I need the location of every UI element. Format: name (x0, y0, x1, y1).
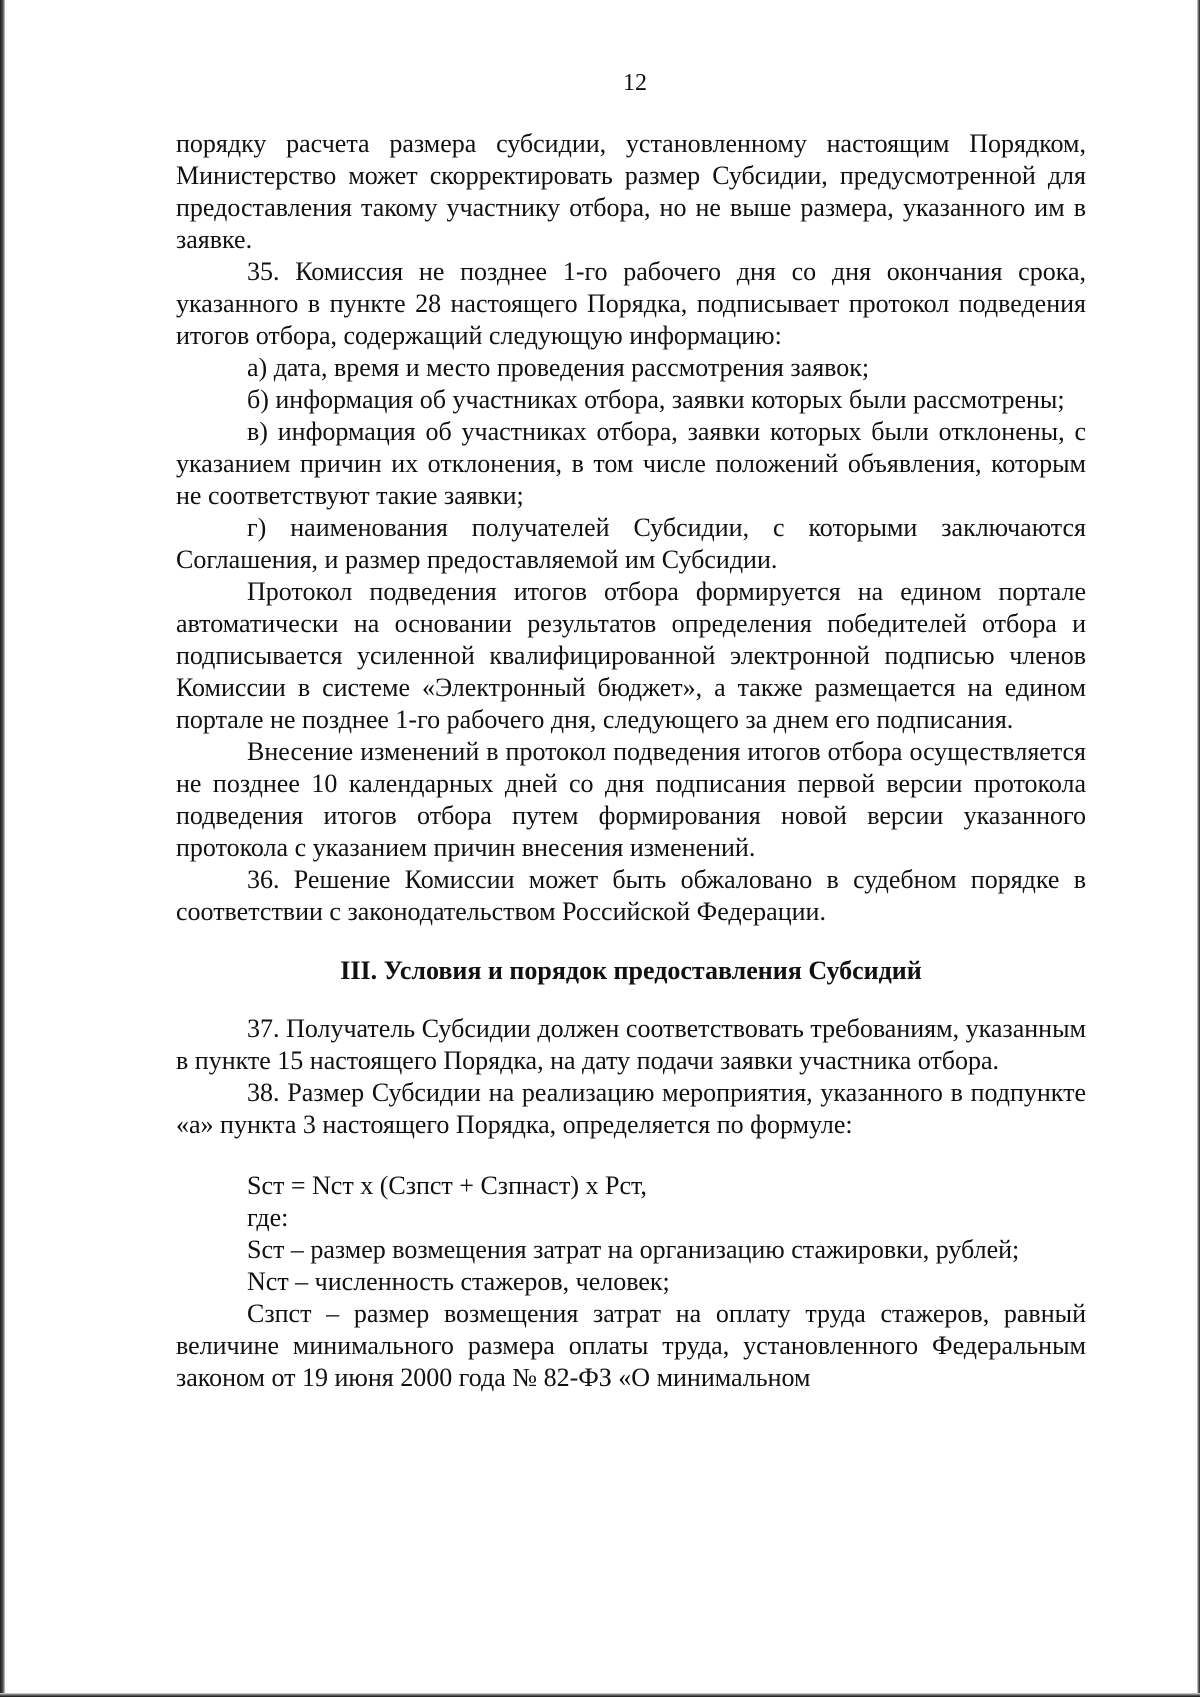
paragraph-item-35: 35. Комиссия не позднее 1-го рабочего дня со дня окончания срока, указанного в пункте 28 настоящего Порядка, подписывает протокол подведения итогов отбора, содержащий следующую информацию: (176, 257, 1086, 350)
paragraph-item-36: 36. Решение Комиссии может быть обжаловано в судебном порядке в соответствии с законодательством Российской Федерации. (176, 865, 1086, 926)
scan-edge-left (0, 0, 5, 1697)
paragraph-subitem-a: а) дата, время и место проведения рассмотрения заявок; (247, 353, 870, 382)
paragraph-item-38: 38. Размер Субсидии на реализацию мероприятия, указанного в подпункте «а» пункта 3 настоящего Порядка, определяется по формуле: (176, 1078, 1086, 1139)
formula: Sст = Nст х (Сзпст + Сзпнаст) х Рст, (247, 1171, 647, 1200)
definition-where: где: (247, 1203, 289, 1232)
paragraph-continuation: порядку расчета размера субсидии, установленному настоящим Порядком, Министерство может скорректировать размер Субсидии, предусмотренной для предоставления такому участнику отбора, но не выше размера, указанного им в заявке. (176, 129, 1086, 254)
paragraph-protocol: Протокол подведения итогов отбора формируется на едином портале автоматически на основании результатов определения победителей отбора и подписывается усиленной квалифицированной электронной подписью членов Комиссии в системе «Электронный бюджет», а также размещается на едином портале не позднее 1-го рабочего дня, следующего за днем его подписания. (176, 577, 1086, 734)
paragraph-item-37: 37. Получатель Субсидии должен соответствовать требованиям, указанным в пункте 15 настоящего Порядка, на дату подачи заявки участника отбора. (176, 1014, 1086, 1075)
paragraph-protocol-changes: Внесение изменений в протокол подведения итогов отбора осуществляется не позднее 10 календарных дней со дня подписания первой версии протокола подведения итогов отбора путем формирования новой версии указанного протокола с указанием причин внесения изменений. (176, 737, 1086, 862)
paragraph-subitem-b: б) информация об участниках отбора, заявки которых были рассмотрены; (247, 385, 1065, 414)
definition-s: Sст – размер возмещения затрат на организацию стажировки, рублей; (247, 1235, 1020, 1264)
scan-edge-bottom (0, 1693, 1200, 1697)
paragraph-subitem-v: в) информация об участниках отбора, заявки которых были отклонены, с указанием причин их отклонения, в том числе положений объявления, которым не соответствуют такие заявки; (176, 417, 1086, 510)
section-heading: III. Условия и порядок предоставления Субсидий (340, 956, 922, 985)
definition-czpst: Сзпст – размер возмещения затрат на оплату труда стажеров, равный величине минимального размера оплаты труда, установленного Федеральным законом от 19 июня 2000 года № 82-ФЗ «О минимальном (176, 1299, 1086, 1392)
page-number: 12 (623, 70, 647, 96)
document-body (176, 128, 1086, 1394)
paragraph-subitem-g: г) наименования получателей Субсидии, с которыми заключаются Соглашения, и размер предоставляемой им Субсидии. (176, 513, 1086, 574)
definition-n: Nст – численность стажеров, человек; (247, 1267, 670, 1296)
